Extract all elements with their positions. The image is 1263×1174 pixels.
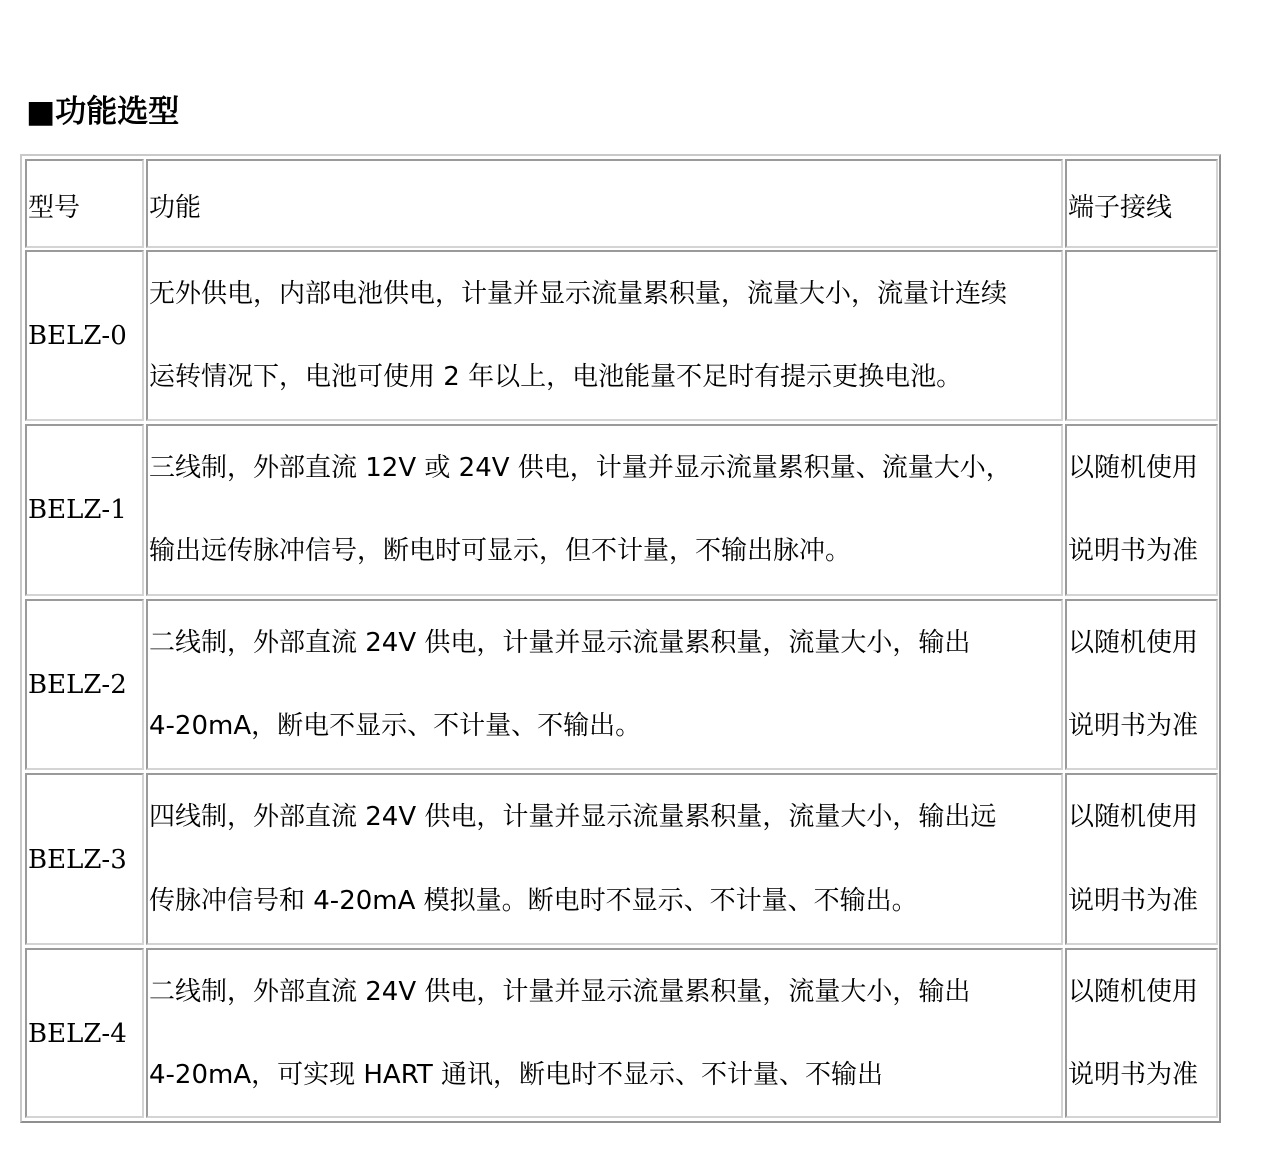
row-3-function-line-2: 传脉冲信号和 4-20mA 模拟量。断电时不显示、不计量、不输出。 xyxy=(149,886,918,916)
section-heading: ■功能选型 xyxy=(26,94,180,130)
row-2-model-cell xyxy=(25,599,144,770)
row-3-model-cell xyxy=(25,773,144,945)
row-4-function-line-1: 二线制，外部直流 24V 供电，计量并显示流量累积量，流量大小，输出 xyxy=(149,977,971,1007)
row-4-model: BELZ-4 xyxy=(28,1019,127,1049)
row-3-function-cell xyxy=(146,773,1063,945)
row-4-function-cell xyxy=(146,948,1063,1118)
header-cell-function xyxy=(146,159,1063,248)
row-2-model: BELZ-2 xyxy=(28,670,127,700)
row-2-function-cell xyxy=(146,599,1063,770)
row-0-model: BELZ-0 xyxy=(28,321,127,351)
row-1-wiring-line-2: 说明书为准 xyxy=(1068,536,1199,566)
row-1-function-line-2: 输出远传脉冲信号，断电时可显示，但不计量，不输出脉冲。 xyxy=(149,536,852,566)
row-2-wiring-line-2: 说明书为准 xyxy=(1068,711,1199,741)
function-selection-table xyxy=(20,154,1221,1123)
row-4-wiring-line-2: 说明书为准 xyxy=(1068,1060,1199,1090)
row-2-wiring-cell xyxy=(1065,599,1218,770)
row-3-model: BELZ-3 xyxy=(28,845,127,875)
row-4-function-line-2: 4-20mA，可实现 HART 通讯，断电时不显示、不计量、不输出 xyxy=(149,1060,884,1090)
row-4-model-cell xyxy=(25,948,144,1118)
row-2-function-line-1: 二线制，外部直流 24V 供电，计量并显示流量累积量，流量大小，输出 xyxy=(149,628,971,658)
row-2-function-line-2: 4-20mA，断电不显示、不计量、不输出。 xyxy=(149,711,642,741)
row-3-wiring-cell xyxy=(1065,773,1218,945)
header-model-label: 型号 xyxy=(28,193,81,223)
row-0-wiring-cell xyxy=(1065,250,1218,421)
row-4-wiring-line-1: 以随机使用 xyxy=(1068,977,1199,1007)
row-2-wiring-line-1: 以随机使用 xyxy=(1068,628,1199,658)
row-3-wiring-line-2: 说明书为准 xyxy=(1068,886,1199,916)
row-3-wiring-line-1: 以随机使用 xyxy=(1068,802,1199,832)
row-1-function-line-1: 三线制，外部直流 12V 或 24V 供电，计量并显示流量累积量、流量大小， xyxy=(149,453,1012,483)
header-cell-wiring xyxy=(1065,159,1218,248)
row-0-function-line-2: 运转情况下，电池可使用 2 年以上，电池能量不足时有提示更换电池。 xyxy=(149,362,963,392)
row-1-model-cell xyxy=(25,424,144,596)
row-3-function-line-1: 四线制，外部直流 24V 供电，计量并显示流量累积量，流量大小，输出远 xyxy=(149,802,997,832)
row-0-model-cell xyxy=(25,250,144,421)
row-1-function-cell xyxy=(146,424,1063,596)
row-0-function-cell xyxy=(146,250,1063,421)
row-1-wiring-cell xyxy=(1065,424,1218,596)
row-1-model: BELZ-1 xyxy=(28,495,127,525)
header-cell-model xyxy=(25,159,144,248)
row-0-function-line-1: 无外供电，内部电池供电，计量并显示流量累积量，流量大小，流量计连续 xyxy=(149,279,1008,309)
header-wiring-label: 端子接线 xyxy=(1068,193,1173,223)
row-4-wiring-cell xyxy=(1065,948,1218,1118)
header-function-label: 功能 xyxy=(149,193,202,223)
row-1-wiring-line-1: 以随机使用 xyxy=(1068,453,1199,483)
